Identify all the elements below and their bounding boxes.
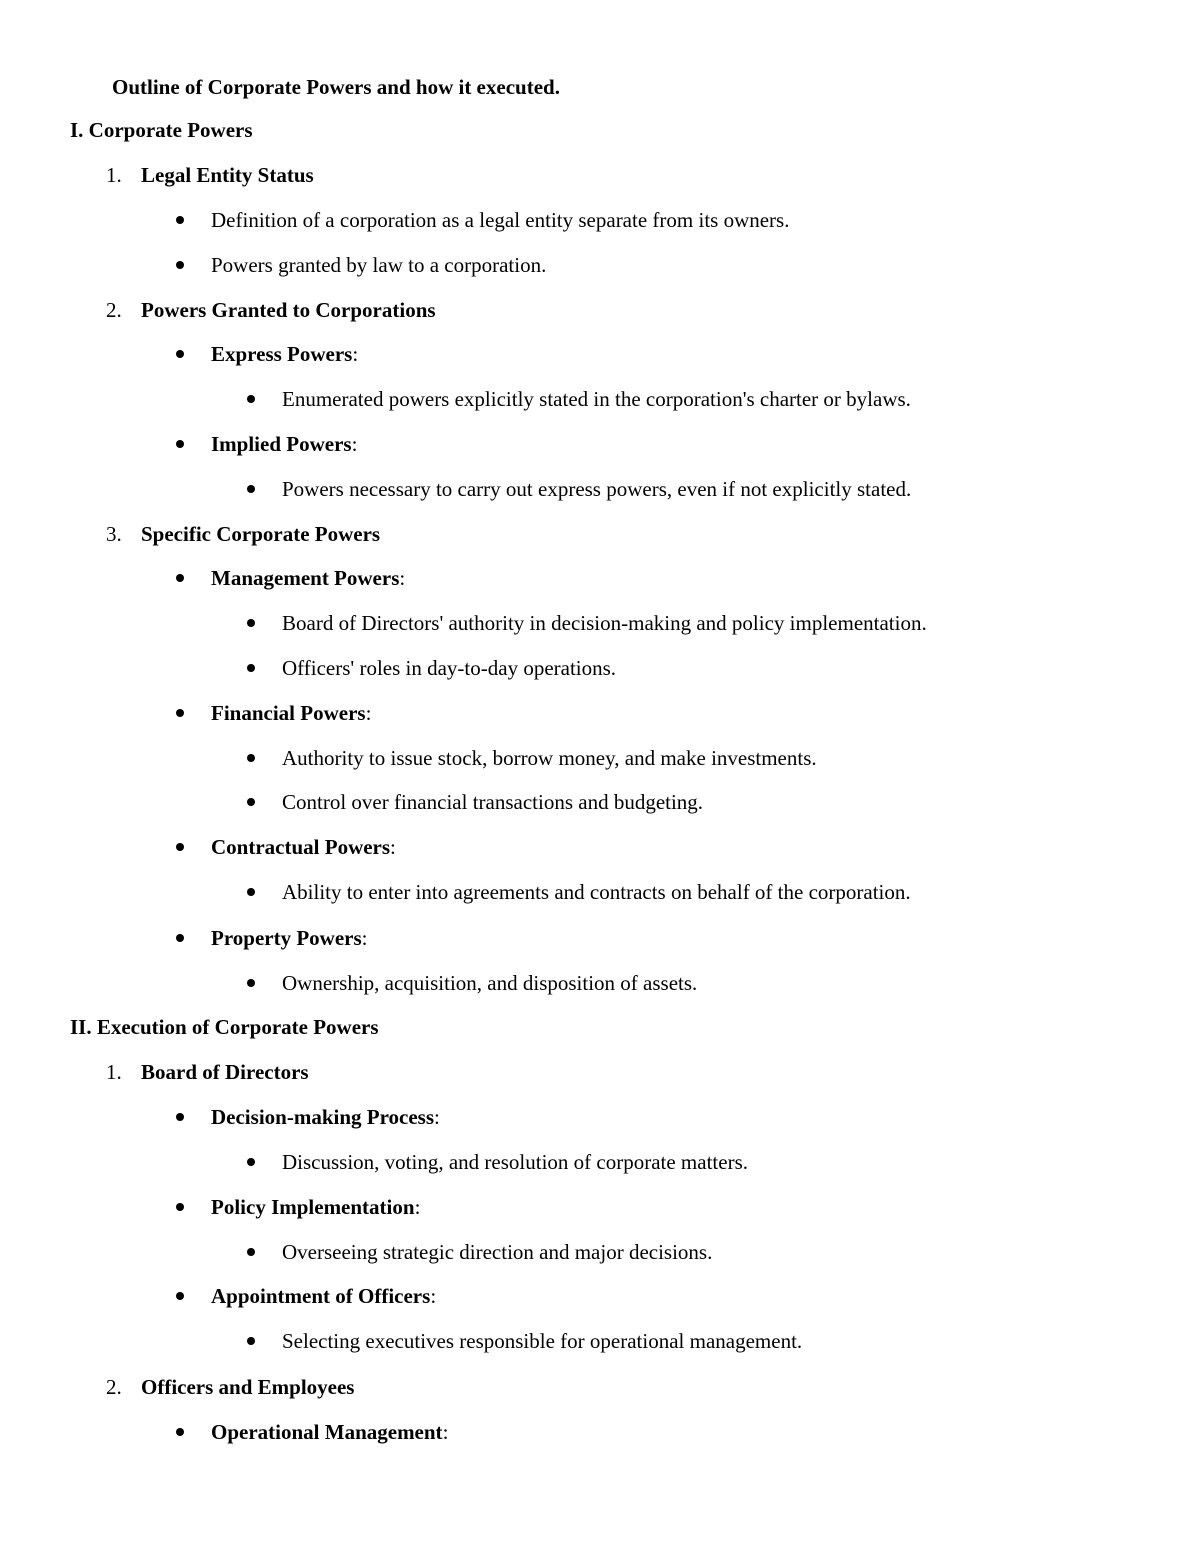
bullet-label-suffix: : [390, 835, 396, 859]
item-label: Powers Granted to Corporations [141, 298, 436, 322]
bullet-label: Contractual Powers [211, 835, 391, 859]
bullet-icon [247, 1337, 255, 1345]
sub-bullet-text: Ownership, acquisition, and disposition of assets. [282, 971, 698, 995]
section-heading: I. Corporate Powers [70, 118, 253, 142]
bullet-icon [176, 1292, 184, 1300]
bullet-icon [247, 888, 255, 896]
bullet-icon [176, 1428, 184, 1436]
bullet-icon [176, 350, 184, 358]
bullet-icon [247, 979, 255, 987]
item-number: 3. [106, 522, 122, 546]
item-number: 2. [106, 1375, 122, 1399]
sub-bullet-text: Control over financial transactions and budgeting. [282, 790, 704, 814]
item-label: Officers and Employees [141, 1375, 355, 1399]
sub-bullet-text: Officers' roles in day-to-day operations. [282, 656, 617, 680]
bullet-icon [247, 798, 255, 806]
bullet-icon [247, 1248, 255, 1256]
document-title: Outline of Corporate Powers and how it executed. [112, 75, 560, 99]
bullet-text: Definition of a corporation as a legal entity separate from its owners. [211, 208, 790, 232]
bullet-icon [247, 395, 255, 403]
bullet-label-suffix: : [434, 1105, 440, 1129]
item-number: 2. [106, 298, 122, 322]
sub-bullet-text: Overseeing strategic direction and major decisions. [282, 1240, 713, 1264]
bullet-label-suffix: : [399, 566, 406, 590]
bullet-label: Management Powers [211, 566, 400, 590]
bullet-text: Powers granted by law to a corporation. [211, 253, 547, 277]
bullet-label-suffix: : [352, 342, 359, 366]
bullet-icon [176, 709, 184, 717]
sub-bullet-text: Authority to issue stock, borrow money, and make investments. [282, 746, 817, 770]
bullet-label: Implied Powers [211, 432, 352, 456]
bullet-label: Express Powers [211, 342, 353, 366]
bullet-label: Policy Implementation [211, 1195, 415, 1219]
section-heading: II. Execution of Corporate Powers [70, 1015, 379, 1039]
sub-bullet-text: Selecting executives responsible for operational management. [282, 1329, 803, 1353]
bullet-label-suffix: : [351, 432, 358, 456]
bullet-icon [176, 843, 184, 851]
bullet-icon [247, 1158, 255, 1166]
bullet-label-suffix: : [365, 701, 372, 725]
bullet-icon [176, 261, 184, 269]
bullet-icon [176, 574, 184, 582]
bullet-label: Property Powers [211, 926, 362, 950]
bullet-icon [176, 440, 184, 448]
bullet-label: Financial Powers [211, 701, 366, 725]
item-label: Legal Entity Status [141, 163, 314, 187]
sub-bullet-text: Board of Directors' authority in decision-making and policy implementation. [282, 611, 927, 635]
sub-bullet-text: Discussion, voting, and resolution of corporate matters. [282, 1150, 748, 1174]
bullet-label: Appointment of Officers [211, 1284, 431, 1308]
item-number: 1. [106, 163, 122, 187]
sub-bullet-text: Powers necessary to carry out express powers, even if not explicitly stated. [282, 477, 912, 501]
bullet-label-suffix: : [361, 926, 368, 950]
bullet-icon [247, 619, 255, 627]
bullet-icon [176, 216, 184, 224]
sub-bullet-text: Enumerated powers explicitly stated in the corporation's charter or bylaws. [282, 387, 911, 411]
sub-bullet-text: Ability to enter into agreements and contracts on behalf of the corporation. [282, 880, 911, 904]
bullet-icon [247, 754, 255, 762]
bullet-icon [176, 1113, 184, 1121]
bullet-icon [247, 664, 255, 672]
bullet-label-suffix: : [430, 1284, 437, 1308]
bullet-icon [176, 934, 184, 942]
bullet-label: Operational Management [211, 1420, 443, 1444]
bullet-label-suffix: : [414, 1195, 421, 1219]
item-label: Board of Directors [141, 1060, 309, 1084]
bullet-label: Decision-making Process [211, 1105, 435, 1129]
item-label: Specific Corporate Powers [141, 522, 381, 546]
bullet-icon [247, 485, 255, 493]
bullet-icon [176, 1203, 184, 1211]
bullet-label-suffix: : [442, 1420, 449, 1444]
item-number: 1. [106, 1060, 122, 1084]
